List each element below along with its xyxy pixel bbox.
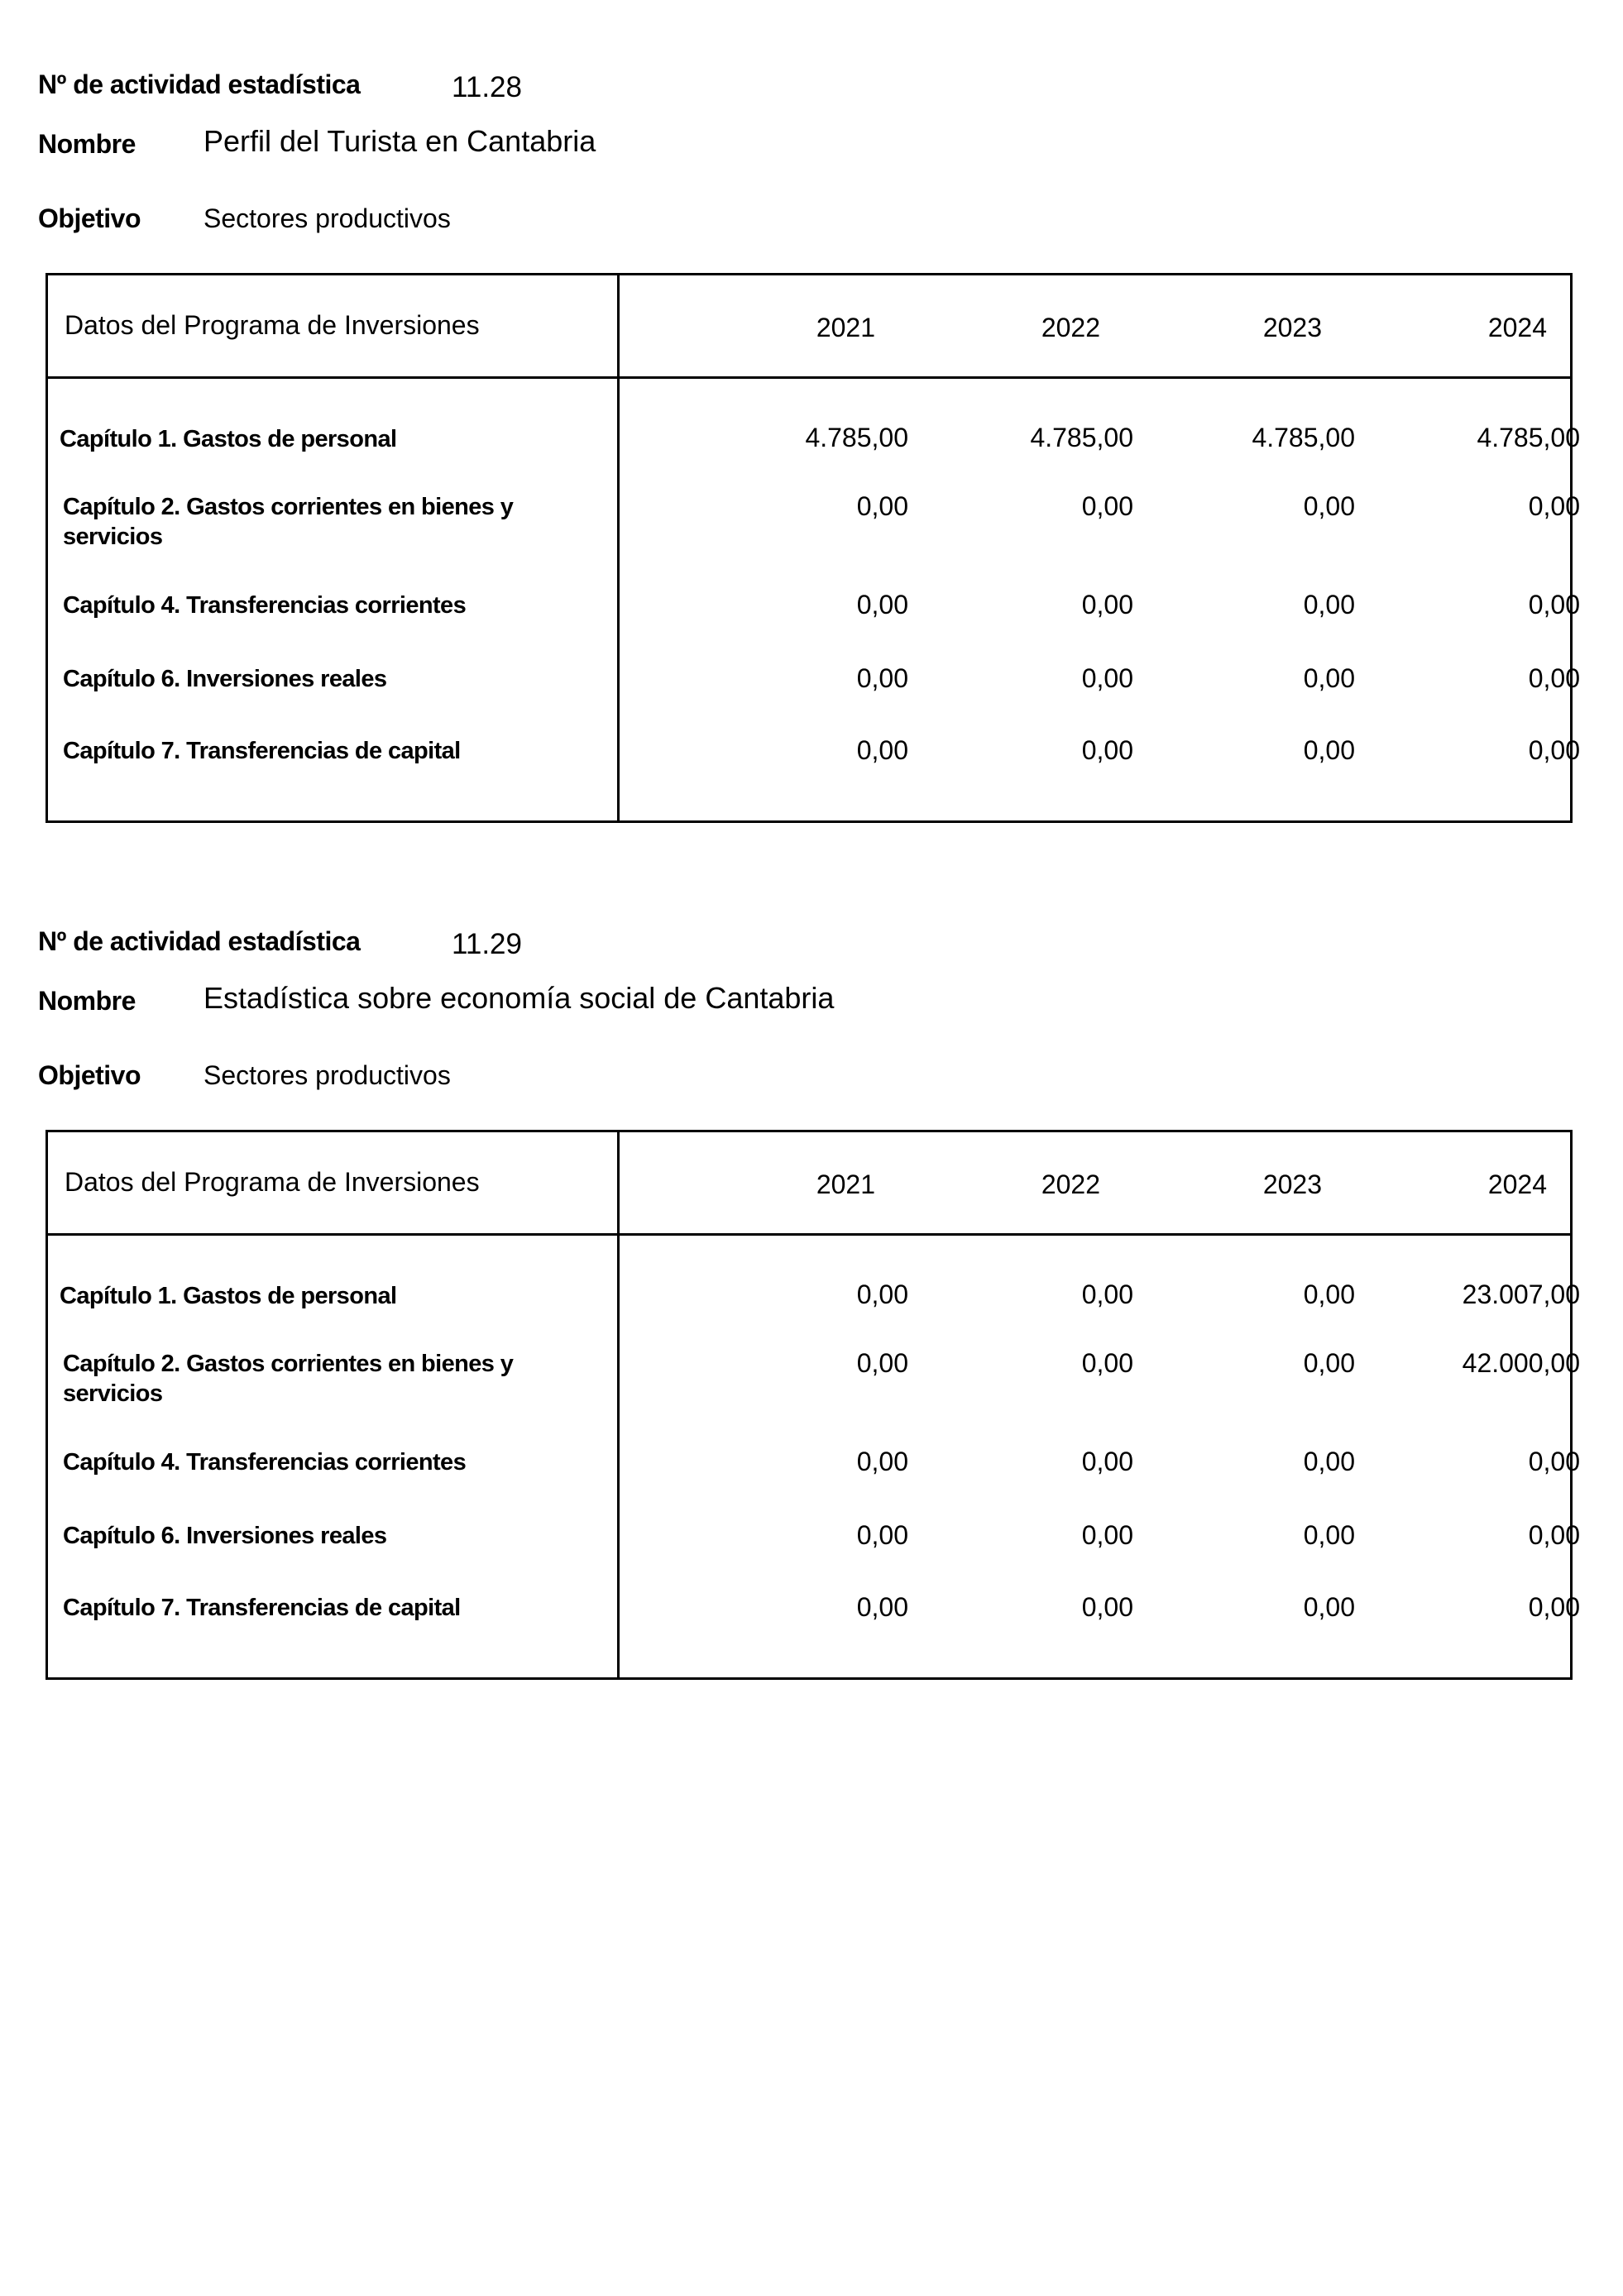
table-cell: 0,00 <box>856 491 908 521</box>
table-cell: 0,00 <box>1528 735 1580 765</box>
table-cell: 0,00 <box>856 1447 908 1476</box>
activity-name-label: Nombre <box>38 129 136 159</box>
activity-name-value: Perfil del Turista en Cantabria <box>203 124 596 158</box>
table-cell: 23.007,00 <box>1462 1280 1580 1309</box>
table-cell: 0,00 <box>1528 1592 1580 1622</box>
investment-table <box>45 273 1580 823</box>
table-cell: 0,00 <box>856 1348 908 1378</box>
activity-name-label: Nombre <box>38 986 136 1016</box>
activity-name-value: Estadística sobre economía social de Cantabria <box>203 981 835 1015</box>
table-cell: 0,00 <box>856 1280 908 1309</box>
table-cell: 0,00 <box>856 663 908 693</box>
activity-number-value: 11.29 <box>452 928 522 960</box>
activity-objective-value: Sectores productivos <box>203 1060 451 1090</box>
year-header: 2022 <box>1041 1170 1100 1199</box>
table-cell: 0,00 <box>856 590 908 619</box>
table-row-label: Capítulo 2. Gastos corrientes en bienes y servicios <box>63 1351 514 1407</box>
table-cell: 0,00 <box>1081 1280 1133 1309</box>
table-cell: 4.785,00 <box>1477 423 1580 452</box>
year-header: 2021 <box>816 313 875 342</box>
table-column-divider <box>617 1132 620 1677</box>
table-row-label: Capítulo 7. Transferencias de capital <box>63 1595 461 1621</box>
investment-table <box>45 1130 1580 1680</box>
table-header-divider <box>48 1233 1570 1236</box>
table-cell: 0,00 <box>1303 1280 1355 1309</box>
activity-section <box>0 857 1623 1684</box>
table-cell: 0,00 <box>1303 590 1355 619</box>
year-header: 2024 <box>1487 313 1547 342</box>
activity-objective-label: Objetivo <box>38 203 141 233</box>
table-header-label: Datos del Programa de Inversiones <box>65 1167 480 1197</box>
table-cell: 0,00 <box>1303 1348 1355 1378</box>
table-cell: 0,00 <box>1528 590 1580 619</box>
table-cell: 0,00 <box>1303 735 1355 765</box>
table-row-label: Capítulo 6. Inversiones reales <box>63 1523 387 1549</box>
year-header: 2024 <box>1487 1170 1547 1199</box>
table-cell: 0,00 <box>1528 491 1580 521</box>
table-cell: 0,00 <box>856 735 908 765</box>
activity-objective-label: Objetivo <box>38 1060 141 1090</box>
table-cell: 0,00 <box>1081 491 1133 521</box>
table-row-label: Capítulo 1. Gastos de personal <box>60 1283 397 1309</box>
table-cell: 0,00 <box>1528 1520 1580 1550</box>
table-cell: 0,00 <box>1081 663 1133 693</box>
table-cell: 0,00 <box>1081 1348 1133 1378</box>
year-header: 2023 <box>1262 313 1322 342</box>
table-cell: 4.785,00 <box>805 423 908 452</box>
table-cell: 0,00 <box>856 1520 908 1550</box>
table-header-divider <box>48 376 1570 379</box>
table-cell: 0,00 <box>1081 1592 1133 1622</box>
table-cell: 0,00 <box>1081 590 1133 619</box>
activity-objective-value: Sectores productivos <box>203 203 451 233</box>
table-cell: 0,00 <box>856 1592 908 1622</box>
table-cell: 0,00 <box>1303 1520 1355 1550</box>
table-cell: 42.000,00 <box>1462 1348 1580 1378</box>
year-header: 2022 <box>1041 313 1100 342</box>
table-row-label: Capítulo 6. Inversiones reales <box>63 666 387 692</box>
table-cell: 0,00 <box>1303 1447 1355 1476</box>
table-cell: 0,00 <box>1528 1447 1580 1476</box>
table-cell: 0,00 <box>1303 491 1355 521</box>
table-row-label: Capítulo 4. Transferencias corrientes <box>63 592 467 619</box>
table-row-label: Capítulo 2. Gastos corrientes en bienes y servicios <box>63 494 514 550</box>
table-cell: 0,00 <box>1081 1520 1133 1550</box>
table-row-label: Capítulo 1. Gastos de personal <box>60 426 397 452</box>
activity-number-label: Nº de actividad estadística <box>38 69 361 99</box>
year-header: 2023 <box>1262 1170 1322 1199</box>
activity-number-value: 11.28 <box>452 71 522 103</box>
year-header: 2021 <box>816 1170 875 1199</box>
table-header-label: Datos del Programa de Inversiones <box>65 310 480 340</box>
table-cell: 0,00 <box>1528 663 1580 693</box>
activity-section <box>0 0 1623 827</box>
table-cell: 4.785,00 <box>1252 423 1355 452</box>
table-row-label: Capítulo 7. Transferencias de capital <box>63 738 461 764</box>
table-cell: 0,00 <box>1081 735 1133 765</box>
table-cell: 0,00 <box>1081 1447 1133 1476</box>
table-cell: 0,00 <box>1303 1592 1355 1622</box>
table-row-label: Capítulo 4. Transferencias corrientes <box>63 1449 467 1476</box>
table-cell: 4.785,00 <box>1030 423 1133 452</box>
table-cell: 0,00 <box>1303 663 1355 693</box>
table-column-divider <box>617 275 620 820</box>
activity-number-label: Nº de actividad estadística <box>38 926 361 956</box>
